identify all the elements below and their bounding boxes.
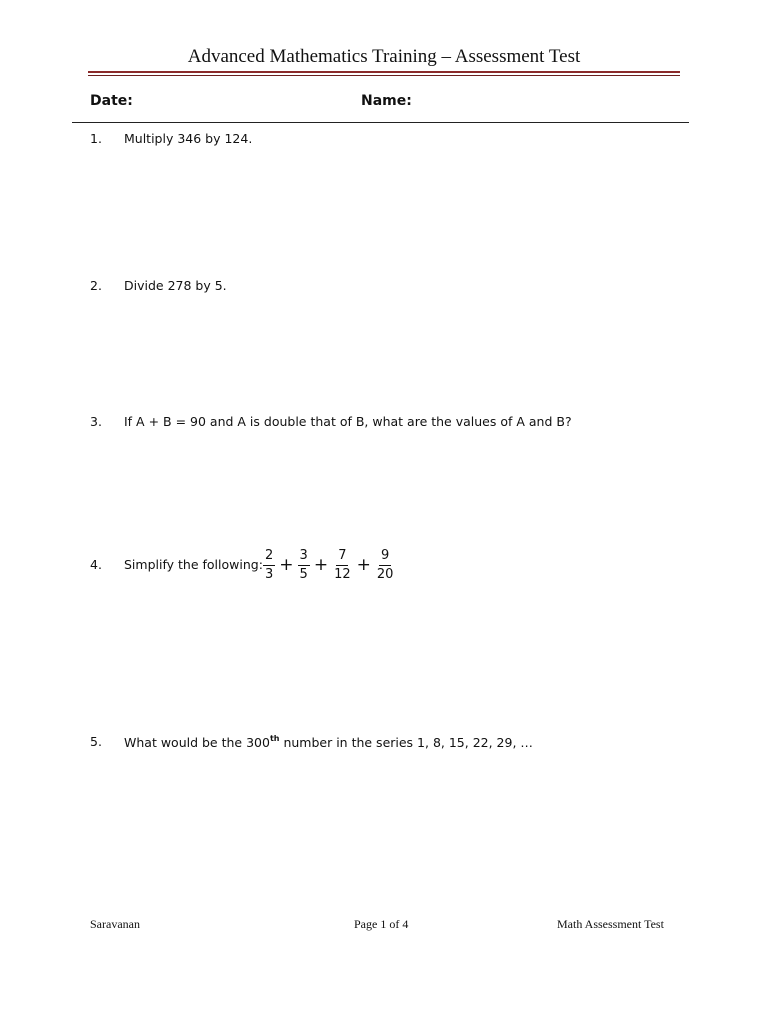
question-text-start: What would be the 300: [124, 735, 270, 750]
fraction-numerator: 9: [379, 548, 391, 566]
title-rule-top: [88, 71, 680, 73]
question-text: Divide 278 by 5.: [124, 278, 227, 293]
fraction-numerator: 7: [336, 548, 348, 566]
header-rule: [72, 122, 689, 123]
question-number: 2.: [90, 278, 102, 293]
ordinal-superscript: th: [269, 734, 280, 743]
question-text: [124, 734, 533, 750]
fraction-denominator: 12: [334, 566, 351, 582]
question-number: 1.: [90, 131, 102, 146]
page-title: Advanced Mathematics Training – Assessment Test: [187, 46, 581, 67]
fraction-denominator: 5: [299, 566, 308, 582]
question-text: Multiply 346 by 124.: [124, 131, 253, 146]
title-rule-bottom: [88, 75, 680, 76]
question-text: If A + B = 90 and A is double that of B, what are the values of A and B?: [124, 414, 572, 429]
question-number: 5.: [90, 734, 102, 749]
question-text: Simplify the following:: [124, 557, 263, 572]
name-label: Name:: [361, 93, 412, 109]
fraction-denominator: 20: [376, 566, 394, 582]
plus-operator: +: [279, 555, 294, 575]
fraction-numerator: 2: [263, 548, 275, 566]
fraction-expression: [262, 545, 396, 585]
fraction: [375, 548, 396, 583]
plus-operator: +: [356, 555, 371, 575]
question-text-end: number in the series 1, 8, 15, 22, 29, …: [279, 735, 533, 750]
question-number: 4.: [90, 557, 102, 572]
fraction: [298, 548, 310, 583]
plus-operator: +: [313, 555, 329, 575]
question-number: 3.: [90, 414, 102, 429]
date-label: Date:: [90, 93, 133, 109]
fraction-numerator: 3: [298, 548, 310, 566]
footer-page-number: Page 1 of 4: [354, 917, 409, 931]
fraction: [332, 548, 353, 583]
fraction-denominator: 3: [265, 566, 274, 582]
fraction: [263, 548, 275, 583]
footer-document-name: Math Assessment Test: [557, 917, 664, 931]
footer-author: Saravanan: [90, 917, 140, 931]
